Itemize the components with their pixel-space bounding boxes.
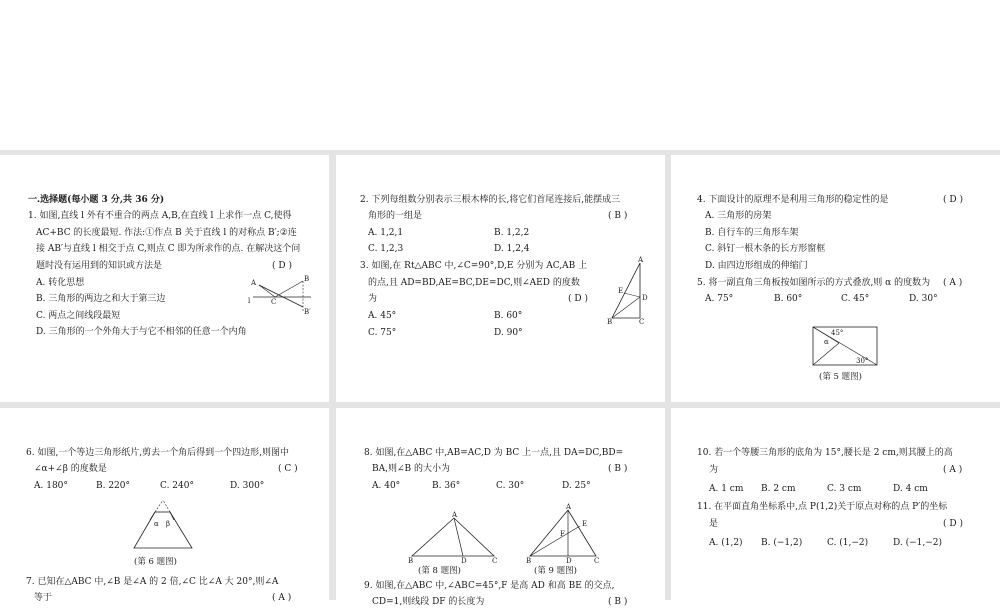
q3-line: 的点,且 AD=BD,AE=BC,DE=DC,则∠AED 的度数 (368, 278, 580, 288)
q2-option-a: A. 1,2,1 (368, 228, 404, 238)
q2-answer: ( B ) (608, 211, 628, 221)
q11-line: 11. 在平面直角坐标系中,点 P(1,2)关于原点对称的点 P′的坐标 (697, 502, 948, 512)
q10-line: 为 (709, 465, 719, 475)
q5-option-d: D. 30° (909, 294, 938, 304)
q10-option-a: A. 1 cm (709, 484, 744, 494)
q11-option-c: C. (1,−2) (827, 538, 869, 548)
q6-label-beta: β (166, 520, 171, 528)
q6-option-a: A. 180° (34, 481, 68, 491)
q3-option-c: C. 75° (368, 328, 397, 338)
q8-option-c: C. 30° (496, 481, 525, 491)
q3-figure (604, 255, 649, 325)
q1-label-b: B (304, 275, 310, 283)
q6-label-alpha: α (154, 520, 159, 528)
q4-option-b: B. 自行车的三角形车架 (705, 228, 799, 238)
q1-option-c: C. 两点之间线段最短 (36, 311, 121, 321)
q2-line: 2. 下列每组数分别表示三根木棒的长,将它们首尾连接后,能摆成三 (360, 195, 621, 205)
panel-questions-2-3 (336, 155, 665, 402)
q9-label-a: A (566, 503, 572, 511)
q2-option-c: C. 1,2,3 (368, 244, 404, 254)
q11-answer: ( D ) (943, 519, 963, 529)
q4-option-a: A. 三角形的房架 (705, 211, 772, 221)
q6-figure (130, 506, 200, 551)
q3-label-c: C (639, 318, 645, 326)
q7-answer: ( A ) (272, 593, 292, 603)
q1-option-b: B. 三角形的两边之和大于第三边 (36, 294, 166, 304)
q2-line: 角形的一组是 (368, 211, 423, 221)
q7-line: 等于 (34, 593, 53, 603)
q5-option-a: A. 75° (705, 294, 734, 304)
q10-answer: ( A ) (943, 465, 963, 475)
q5-answer: ( A ) (943, 278, 963, 288)
q3-answer: ( D ) (568, 294, 588, 304)
q8-figure (406, 508, 501, 563)
q9-label-f: F (560, 530, 565, 538)
q3-option-d: D. 90° (494, 328, 523, 338)
q8-label-a: A (452, 511, 458, 519)
q9-label-b: B (526, 557, 532, 565)
q6-line: ∠α+∠β 的度数是 (34, 464, 107, 474)
q9-figure (524, 504, 604, 564)
q6-line: 6. 如图,一个等边三角形纸片,剪去一个角后得到一个四边形,则图中 (26, 448, 290, 458)
q2-option-b: B. 1,2,2 (494, 228, 530, 238)
q1-label-a: A (251, 279, 257, 287)
q9-label-e: E (582, 520, 588, 528)
panel-questions-8-9 (336, 408, 665, 607)
q9-answer: ( B ) (608, 597, 628, 607)
q10-option-d: D. 4 cm (893, 484, 928, 494)
q1-figure (245, 273, 320, 318)
q1-answer: ( D ) (272, 261, 292, 271)
q4-option-d: D. 由四边形组成的伸缩门 (705, 261, 808, 271)
q8-label-c: C (492, 557, 498, 565)
q8-option-d: D. 25° (562, 481, 591, 491)
q8-answer: ( B ) (608, 464, 628, 474)
q9-line: 9. 如图,在△ABC 中,∠ABC=45°,F 是高 AD 和高 BE 的交点, (364, 581, 615, 591)
q1-line: 1. 如图,直线 l 外有不重合的两点 A,B,在直线 l 上求作一点 C,使得 (28, 211, 292, 221)
q4-answer: ( D ) (943, 195, 963, 205)
q5-label-45: 45° (831, 329, 844, 337)
q6-option-d: D. 300° (230, 481, 265, 491)
q6-caption: (第 6 题图) (134, 557, 177, 567)
q10-option-b: B. 2 cm (761, 484, 796, 494)
q3-option-a: A. 45° (368, 311, 397, 321)
q3-label-d: D (642, 294, 648, 302)
panel-questions-6-7 (0, 408, 329, 603)
q11-option-b: B. (−1,2) (761, 538, 803, 548)
panel-question-1 (0, 155, 329, 402)
q5-caption: (第 5 题图) (819, 372, 862, 382)
q1-label-l: l (248, 297, 251, 305)
q3-label-e: E (618, 287, 624, 295)
section-title: 一.选择题(每小题 3 分,共 36 分) (28, 195, 165, 205)
q1-line: AC+BC 的长度最短. 作法:①作点 B 关于直线 l 的对称点 B′;②连 (36, 228, 297, 238)
q10-option-c: C. 3 cm (827, 484, 862, 494)
q8-line: 8. 如图,在△ABC 中,AB=AC,D 为 BC 上一点,且 DA=DC,BD= (364, 448, 624, 458)
q8-caption: (第 8 题图) (418, 566, 461, 576)
q5-label-alpha: α (824, 338, 829, 346)
q8-option-b: B. 36° (432, 481, 461, 491)
q4-line: 4. 下面设计的原理不是利用三角形的稳定性的是 (697, 195, 889, 205)
q11-line: 是 (709, 519, 719, 529)
q10-line: 10. 若一个等腰三角形的底角为 15°,腰长是 2 cm,则其腰上的高 (697, 448, 953, 458)
q5-line: 5. 将一副直角三角板按如图所示的方式叠放,则 α 的度数为 (697, 278, 931, 288)
q3-label-a: A (638, 256, 644, 264)
q6-answer: ( C ) (278, 464, 298, 474)
q6-option-c: C. 240° (160, 481, 194, 491)
q9-label-d: D (566, 557, 572, 565)
q7-line: 7. 已知在△ABC 中,∠B 是∠A 的 2 倍,∠C 比∠A 大 20°,则∠A (26, 577, 279, 587)
panel-questions-10-11 (671, 408, 1000, 600)
q11-option-a: A. (1,2) (709, 538, 743, 548)
q3-line: 为 (368, 294, 378, 304)
q8-option-a: A. 40° (372, 481, 401, 491)
q1-option-a: A. 转化思想 (36, 278, 85, 288)
q1-line: 接 AB′与直线 l 相交于点 C,则点 C 即为所求作的点. 在解决这个问 (36, 244, 301, 254)
q11-option-d: D. (−1,−2) (893, 538, 943, 548)
q8-label-b: B (408, 557, 414, 565)
q1-option-d: D. 三角形的一个外角大于与它不相邻的任意一个内角 (36, 327, 247, 337)
q3-option-b: B. 60° (494, 311, 523, 321)
q2-option-d: D. 1,2,4 (494, 244, 530, 254)
panel-questions-4-5 (671, 155, 1000, 402)
q9-caption: (第 9 题图) (534, 566, 577, 576)
q3-line: 3. 如图,在 Rt△ABC 中,∠C=90°,D,E 分别为 AC,AB 上 (360, 261, 588, 271)
q8-label-d: D (461, 557, 467, 565)
q4-option-c: C. 斜钉一根木条的长方形窗框 (705, 244, 826, 254)
q5-figure (809, 323, 884, 368)
q1-line: 题时没有运用到的知识或方法是 (36, 261, 163, 271)
q6-option-b: B. 220° (96, 481, 131, 491)
q5-label-30: 30° (856, 357, 869, 365)
q5-option-c: C. 45° (841, 294, 870, 304)
q1-label-c: C (271, 298, 277, 306)
q9-line: CD=1,则线段 DF 的长度为 (372, 597, 485, 607)
q8-line: BA,则∠B 的大小为 (372, 464, 450, 474)
q1-label-bp: B′ (304, 308, 311, 316)
q5-option-b: B. 60° (774, 294, 803, 304)
q3-label-b: B (607, 318, 613, 326)
q9-label-c: C (594, 557, 600, 565)
